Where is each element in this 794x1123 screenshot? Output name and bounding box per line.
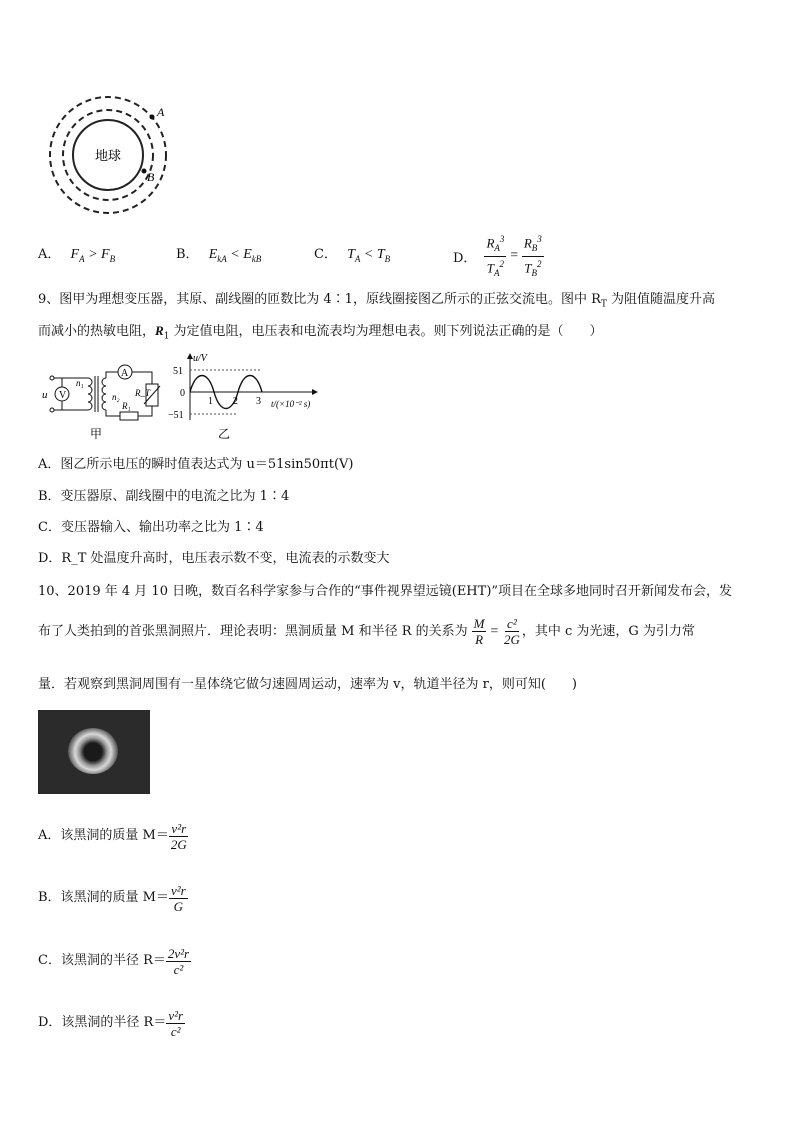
q9-option-a: A．图乙所示电压的瞬时值表达式为 u＝51sin50πt(V) — [38, 457, 354, 472]
svg-text:n₂: n₂ — [112, 392, 120, 402]
q9-stem-line1: 9、图甲为理想变压器，其原、副线圈的匝数比为 4∶1，原线圈接图乙所示的正弦交流电。图中 $R_T$ 为阻值随温度升高 — [38, 292, 716, 310]
svg-text:V: V — [59, 390, 67, 401]
svg-text:A: A — [121, 368, 129, 379]
fig-jia-label: 甲 — [90, 427, 103, 441]
black-hole-photo — [38, 710, 150, 794]
q10-stem-line3: 量．若观察到黑洞周围有一星体绕它做匀速圆周运动，速率为 v，轨道半径为 r，则可知( ) — [38, 677, 577, 692]
q10-option-c: C．该黑洞的半径 R＝ $\frac{\text{2v²r}}{\text{c²}}$ — [38, 945, 190, 977]
svg-text:1: 1 — [208, 396, 213, 407]
q10-stem-line1: 10、2019 年 4 月 10 日晚，数百名科学家参与合作的“事件视界望远镜(EHT)”项目在全球多地同时召开新闻发布会，发 — [38, 584, 733, 599]
svg-text:−51: −51 — [168, 410, 184, 421]
svg-text:2: 2 — [233, 396, 238, 407]
svg-text:n₁: n₁ — [76, 378, 84, 388]
q9-stem-line2: 而减小的热敏电阻，$R_1$ 为定值电阻，电压表和电流表均为理想电表。则下列说法正确的是（ ） — [38, 323, 603, 342]
q9-option-b: B．变压器原、副线圈中的电流之比为 1∶4 — [38, 489, 290, 504]
svg-text:u/V: u/V — [193, 353, 207, 364]
svg-text:t/(×10⁻² s): t/(×10⁻² s) — [271, 399, 311, 409]
q10-option-d: D．该黑洞的半径 R＝ $\frac{\text{v²r}}{\text{c²}}$ — [38, 1007, 184, 1039]
q8-option-a: A． $F_A > F_B$ — [38, 247, 116, 264]
q8-option-b: B． $E_{kA} < E_{kB}$ — [176, 247, 262, 264]
svg-text:R₁: R₁ — [122, 401, 131, 411]
fig-yi-label: 乙 — [218, 427, 231, 441]
svg-text:51: 51 — [173, 366, 183, 377]
q8-option-c: C． $T_A < T_B$ — [314, 247, 391, 264]
svg-text:3: 3 — [256, 396, 261, 407]
point-b-label: B — [147, 170, 155, 184]
q10-option-b: B．该黑洞的质量 M＝ $\frac{\text{v²r}}{G}$ — [38, 882, 186, 914]
svg-text:R_T: R_T — [135, 388, 151, 398]
q9-voltage-graph — [168, 350, 338, 445]
q10-stem-line2: 布了人类拍到的首张黑洞照片．理论表明：黑洞质量 M 和半径 R 的关系为 $\frac{M}{R}$ = $\frac{\text{c²}}{2G}$ ，其中 c 为光速，G 为引力常 — [38, 616, 695, 647]
q8-option-d: D． $\frac{R_A^3}{T_A^2}$ = $\frac{R_B^3}{T_B^2}$ — [453, 234, 542, 278]
q10-option-a: A．该黑洞的质量 M＝ $\frac{\text{v²r}}{2G}$ — [38, 820, 187, 852]
point-a-label: A — [157, 105, 165, 119]
q9-option-d: D．R_T 处温度升高时，电压表示数不变，电流表的示数变大 — [38, 551, 390, 566]
svg-text:u: u — [42, 389, 48, 401]
svg-text:0: 0 — [180, 388, 185, 399]
q9-option-c: C．变压器输入、输出功率之比为 1∶4 — [38, 520, 264, 535]
earth-label: 地球 — [94, 149, 122, 164]
earth-orbit-figure — [40, 95, 180, 215]
